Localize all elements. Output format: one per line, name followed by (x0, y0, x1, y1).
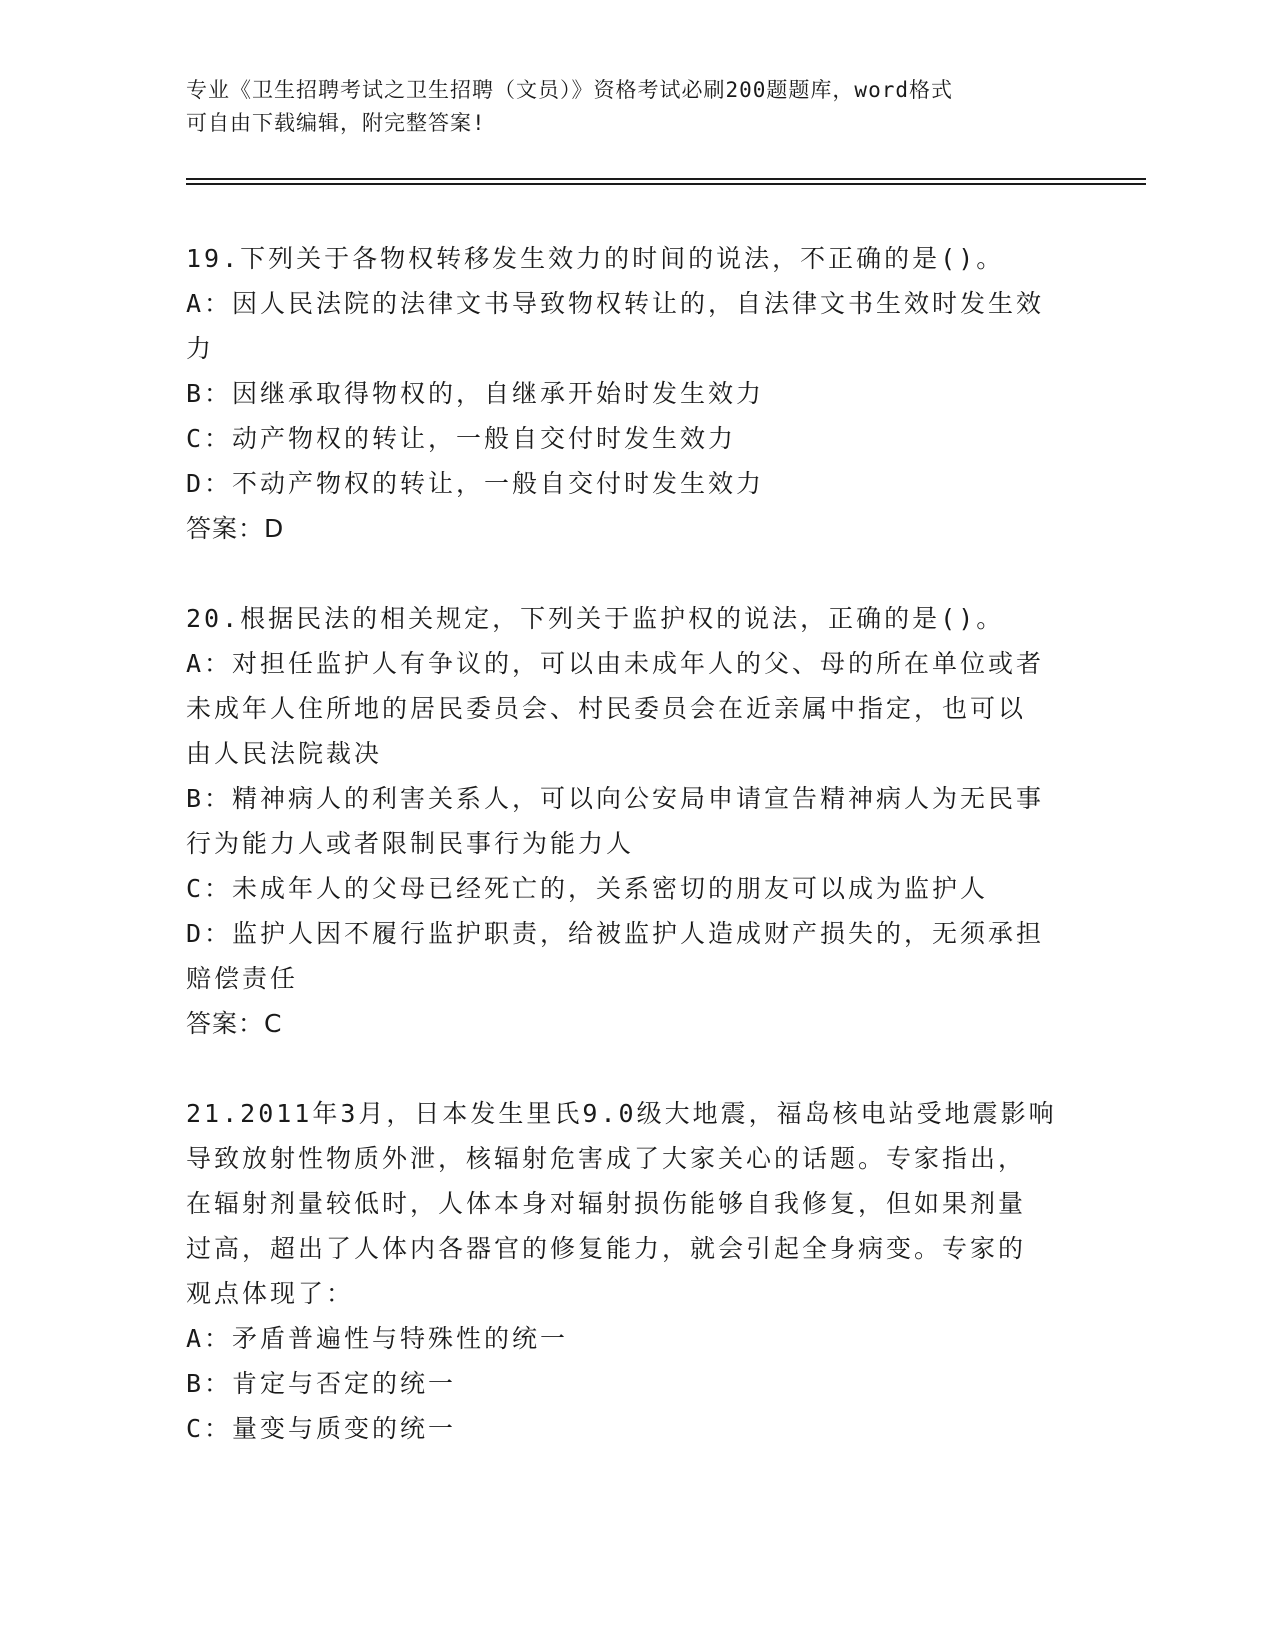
option-a-continued: 未成年人住所地的居民委员会、村民委员会在近亲属中指定，也可以 (186, 694, 1027, 723)
option-a-continued: 力 (186, 334, 215, 363)
answer: 答案：D (186, 514, 285, 543)
header-divider-top (186, 178, 1146, 180)
option-a: A：因人民法院的法律文书导致物权转让的，自法律文书生效时发生效 (186, 289, 1045, 318)
question-stem-continued: 观点体现了： (186, 1279, 355, 1308)
option-d: D：监护人因不履行监护职责，给被监护人造成财产损失的，无须承担 (186, 919, 1045, 948)
question-list (186, 236, 1086, 1496)
question-stem: 21.2011年3月，日本发生里氏9.0级大地震，福岛核电站受地震影响 (186, 1099, 1057, 1128)
header-divider-bottom (186, 183, 1146, 185)
header-line: 专业《卫生招聘考试之卫生招聘（文员）》资格考试必刷200题题库，word格式 (186, 78, 953, 102)
option-d-continued: 赔偿责任 (186, 964, 299, 993)
option-b: B：肯定与否定的统一 (186, 1369, 457, 1398)
option-c: C：动产物权的转让，一般自交付时发生效力 (186, 424, 737, 453)
question-19 (186, 236, 1086, 551)
option-a: A：矛盾普遍性与特殊性的统一 (186, 1324, 569, 1353)
question-20 (186, 596, 1086, 1046)
option-b: B：因继承取得物权的，自继承开始时发生效力 (186, 379, 765, 408)
option-b: B：精神病人的利害关系人，可以向公安局申请宣告精神病人为无民事 (186, 784, 1045, 813)
question-stem-continued: 在辐射剂量较低时，人体本身对辐射损伤能够自我修复，但如果剂量 (186, 1189, 1027, 1218)
question-stem: 19.下列关于各物权转移发生效力的时间的说法，不正确的是()。 (186, 244, 1005, 273)
option-a: A：对担任监护人有争议的，可以由未成年人的父、母的所在单位或者 (186, 649, 1045, 678)
header-line: 可自由下载编辑，附完整答案! (186, 111, 486, 135)
option-c: C：未成年人的父母已经死亡的，关系密切的朋友可以成为监护人 (186, 874, 989, 903)
answer: 答案：C (186, 1009, 283, 1038)
option-a-continued: 由人民法院裁决 (186, 739, 383, 768)
question-stem-continued: 过高，超出了人体内各器官的修复能力，就会引起全身病变。专家的 (186, 1234, 1027, 1263)
option-b-continued: 行为能力人或者限制民事行为能力人 (186, 829, 635, 858)
document-header (186, 74, 1066, 140)
question-21 (186, 1091, 1086, 1451)
question-stem: 20.根据民法的相关规定，下列关于监护权的说法，正确的是()。 (186, 604, 1005, 633)
option-d: D：不动产物权的转让，一般自交付时发生效力 (186, 469, 765, 498)
option-c: C：量变与质变的统一 (186, 1414, 457, 1443)
question-stem-continued: 导致放射性物质外泄，核辐射危害成了大家关心的话题。专家指出， (186, 1144, 1027, 1173)
